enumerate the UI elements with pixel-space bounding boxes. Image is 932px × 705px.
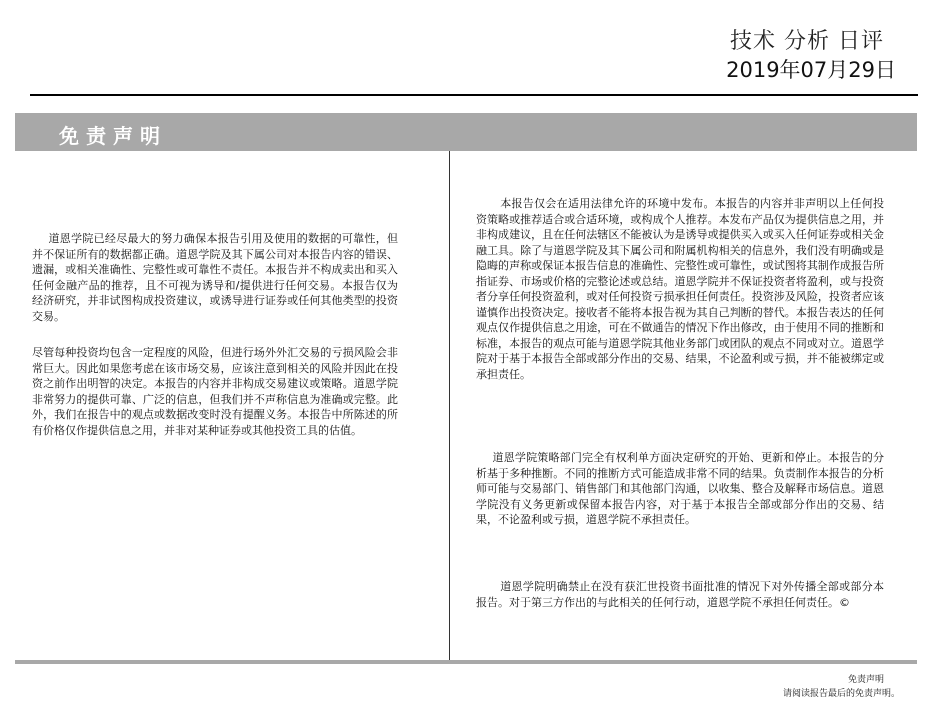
section-title: 免责声明 <box>59 124 167 148</box>
report-date: 2019年07月29日 <box>726 58 896 82</box>
disclaimer-paragraph: 道恩学院策略部门完全有权利单方面决定研究的开始、更新和停止。本报告的分析基于多种推断。不同的推断方式可能造成非常不同的结果。负责制作本报告的分析师可能与交易部门、销售部门和其他部门沟通，以收集、整合及解释市场信息。道恩学院没有义务更新或保留本报告内容，对于基于本报告全部或部分作出的交易、结果，不论盈利或亏损，道恩学院不承担责任。 <box>476 451 884 526</box>
column-divider <box>449 151 450 660</box>
section-banner <box>15 113 917 151</box>
disclaimer-paragraph: 道恩学院已经尽最大的努力确保本报告引用及使用的数据的可靠性，但并不保证所有的数据都正确。道恩学院及其下属公司对本报告内容的错误、遗漏，或相关准确性、完整性或可靠性不责任。本报告并不构成卖出和买入任何金融产品的推荐，且不可视为诱导和/提供进行任何交易。本报告仅为经济研究，并非试图构成投资建议，或诱导进行证券或任何其他类型的投资交易。 <box>32 232 398 323</box>
disclaimer-paragraph: 尽管每种投资均包含一定程度的风险，但进行场外外汇交易的亏损风险会非常巨大。因此如果您考虑在该市场交易，应该注意到相关的风险并因此在投资之前作出明智的决定。本报告的内容并非构成交易建议或策略。道恩学院非常努力的提供可靠、广泛的信息，但我们并不声称信息为准确或完整。此外，我们在报告中的观点或数据改变时没有提醒义务。本报告中所陈述的所有价格仅作提供信息之用，并非对某种证券或其他投资工具的估值。 <box>32 346 398 437</box>
footer-divider <box>15 660 917 664</box>
footer-label: 免责声明 <box>847 675 884 685</box>
report-category-title: 技术 分析 日评 <box>730 29 884 54</box>
disclaimer-paragraph: 本报告仅会在适用法律允许的环境中发布。本报告的内容并非声明以上任何投资策略或推荐适合或合适环境，或构成个人推荐。本发布产品仅为提供信息之用，并非构成建议，且在任何法辖区不能被认为是诱导或提供买入或买入任何证券或相关金融工具。除了与道恩学院及其下属公司和附属机构相关的信息外，我们没有明确或是隐晦的声称或保证本报告信息的准确性、完整性或可靠性，或试图将其制作成报告所指证券、市场或价格的完整论述或总结。道恩学院并不保证投资者将盈利，或与投资者分享任何投资盈利，或对任何投资亏损承担任何责任。投资涉及风险，投资者应该谨慎作出投资决定。接收者不能将本报告视为其自己判断的替代。本报告表达的任何观点仅作提供信息之用途，可在不做通告的情况下作出修改，由于使用不同的推断和标准，本报告的观点可能与道恩学院其他业务部门或团队的观点不同或对立。道恩学院对于基于本报告全部或部分作出的交易、结果，不论盈利或亏损，并不能被绑定或承担责任。 <box>476 197 884 381</box>
footer-note: 请阅读报告最后的免责声明。 <box>782 689 900 699</box>
header-divider <box>30 94 918 96</box>
disclaimer-paragraph: 道恩学院明确禁止在没有获汇世投资书面批准的情况下对外传播全部或部分本报告。对于第三方作出的与此相关的任何行动，道恩学院不承担任何责任。© <box>476 580 884 609</box>
